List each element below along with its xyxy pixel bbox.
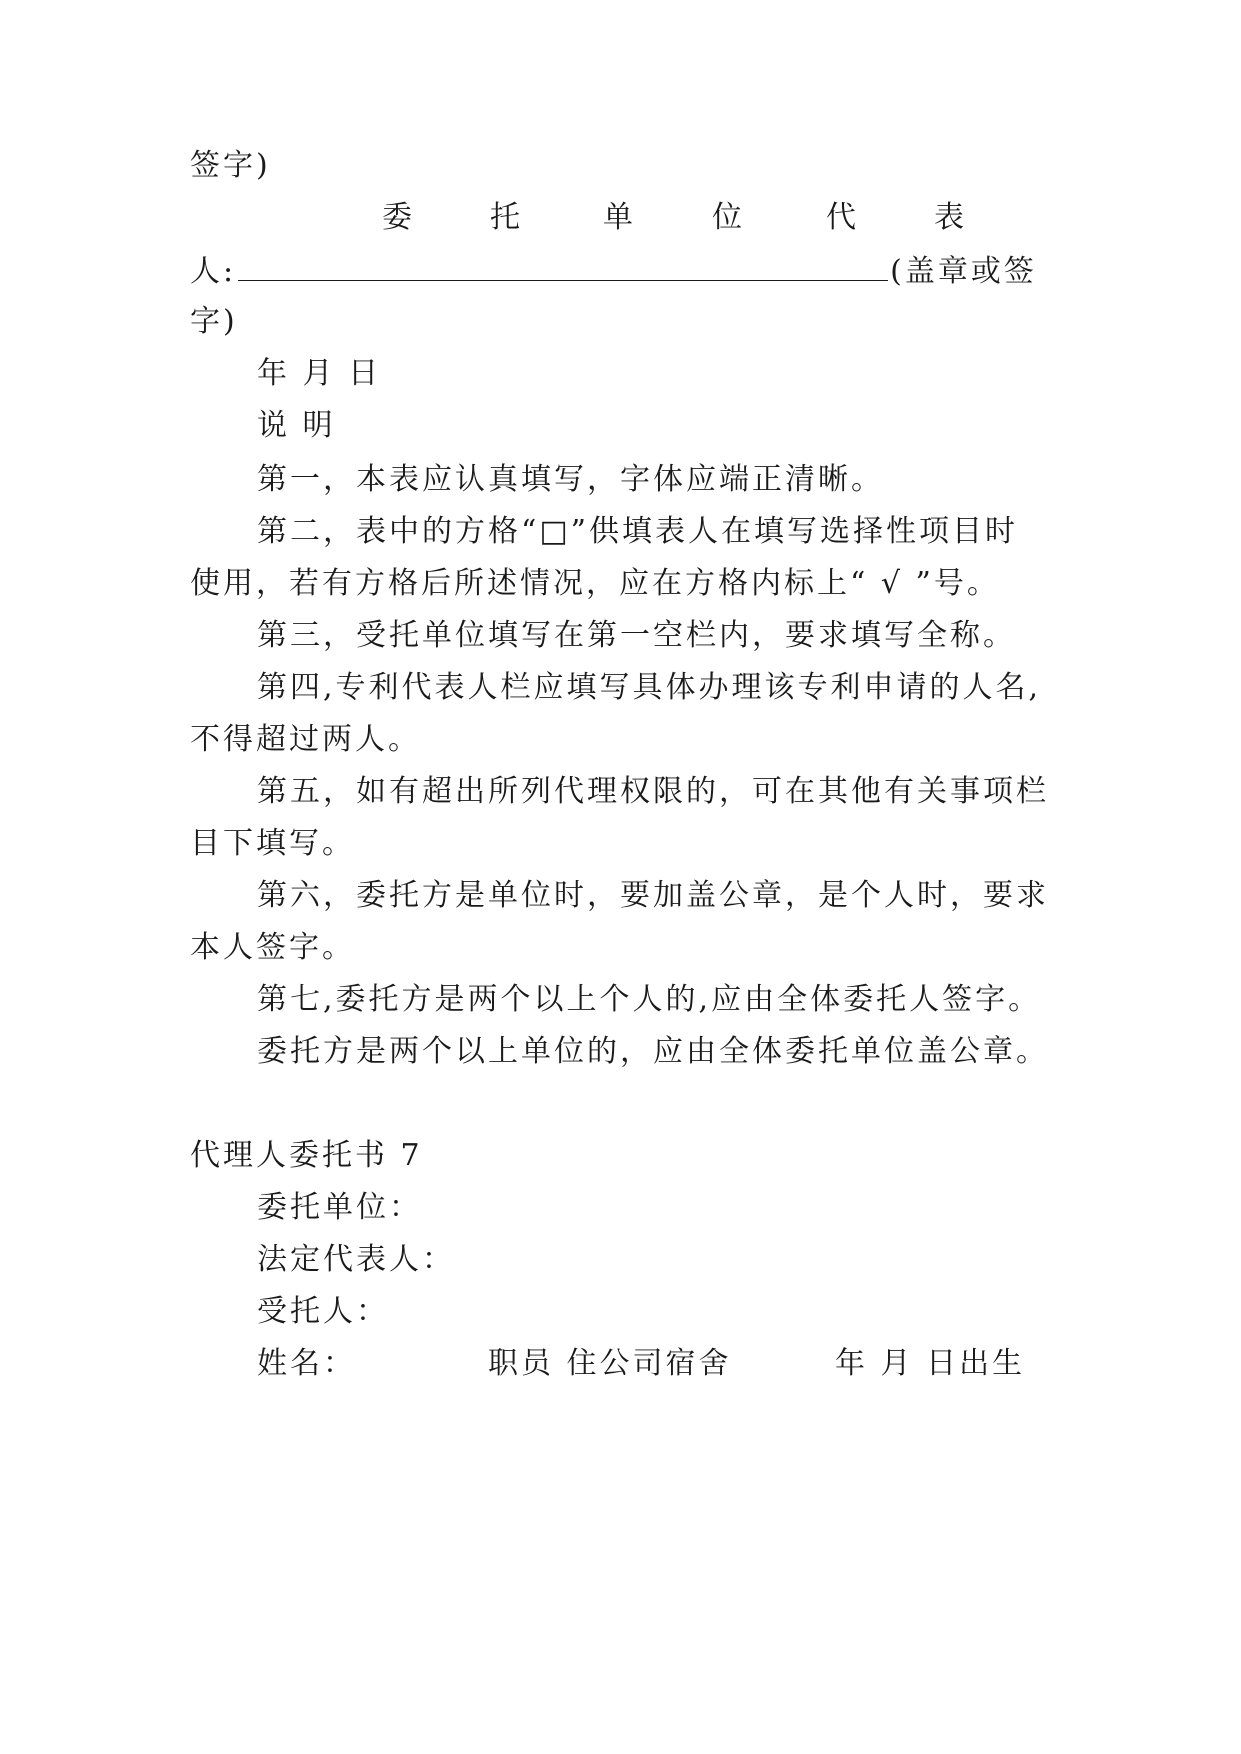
field-position-residence: 职员 住公司宿舍 <box>488 1346 732 1381</box>
note-6-line-1: 第六，委托方是单位时，要加盖公章，是个人时，要求 <box>257 878 1049 913</box>
notes-title: 说 明 <box>257 408 336 443</box>
field-entrusting-unit: 委托单位： <box>257 1190 422 1225</box>
rep-char-6: 表 <box>934 200 964 235</box>
field-birth-date: 年 月 日出生 <box>835 1346 1026 1381</box>
representative-prefix: 人: <box>190 254 237 289</box>
section-title: 代理人委托书 7 <box>190 1138 423 1173</box>
field-trustee: 受托人： <box>257 1294 389 1329</box>
note-2-line-1: 第二，表中的方格“□”供填表人在填写选择性项目时 <box>257 514 1019 549</box>
representative-suffix: (盖章或签 <box>890 254 1037 289</box>
field-name-label: 姓名： <box>257 1346 356 1381</box>
rep-char-4: 位 <box>712 200 742 235</box>
note-4-line-1: 第四,专利代表人栏应填写具体办理该专利申请的人名, <box>257 670 1042 705</box>
field-legal-representative: 法定代表人： <box>257 1242 455 1277</box>
rep-char-5: 代 <box>826 200 856 235</box>
rep-char-2: 托 <box>490 200 520 235</box>
note-7-line-1: 第七,委托方是两个以上个人的,应由全体委托人签字。 <box>257 982 1042 1017</box>
representative-signature-field[interactable] <box>238 250 888 281</box>
signature-tail-1: 签字) <box>190 148 271 183</box>
note-5-line-2: 目下填写。 <box>190 826 355 861</box>
note-3: 第三，受托单位填写在第一空栏内，要求填写全称。 <box>257 618 1016 653</box>
note-2-line-2: 使用，若有方格后所述情况，应在方格内标上“ √ ”号。 <box>190 566 1000 601</box>
note-5-line-1: 第五，如有超出所列代理权限的，可在其他有关事项栏 <box>257 774 1049 809</box>
signature-tail-2: 字) <box>190 304 238 339</box>
note-6-line-2: 本人签字。 <box>190 930 355 965</box>
rep-char-3: 单 <box>603 200 633 235</box>
representative-line <box>190 250 1037 292</box>
note-1: 第一，本表应认真填写，字体应端正清晰。 <box>257 462 884 497</box>
note-7-line-2: 委托方是两个以上单位的，应由全体委托单位盖公章。 <box>257 1034 1049 1069</box>
date-line: 年 月 日 <box>257 356 382 391</box>
rep-char-1: 委 <box>382 200 412 235</box>
note-4-line-2: 不得超过两人。 <box>190 722 421 757</box>
